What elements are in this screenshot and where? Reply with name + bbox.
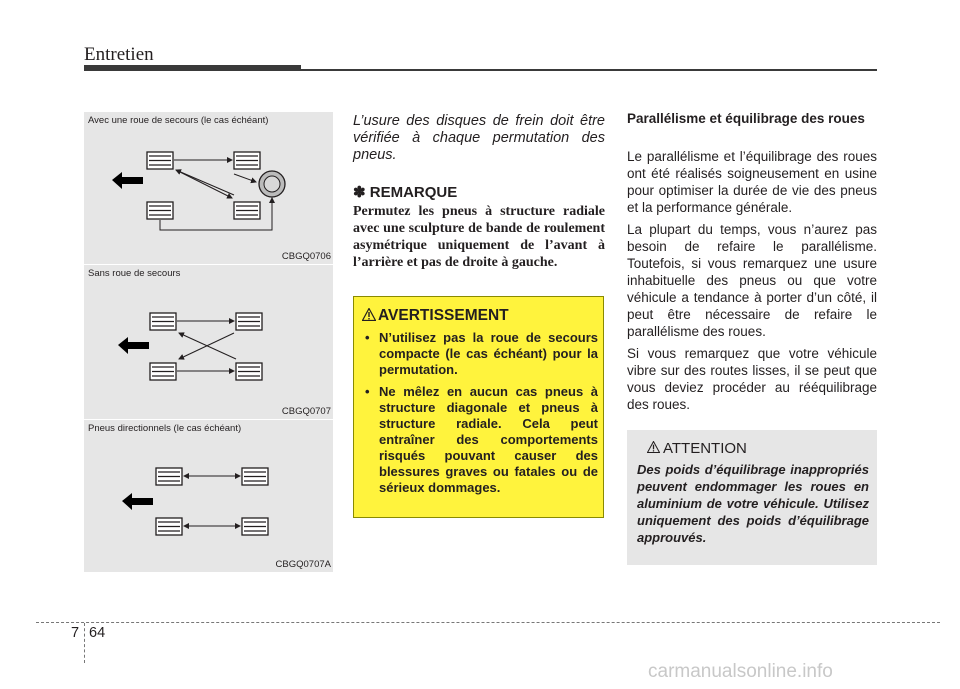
figure-caption: Sans roue de secours — [88, 268, 181, 279]
rotation-diagram-with-spare — [84, 112, 333, 264]
arrow-left-icon — [122, 493, 153, 510]
tire-icon — [156, 518, 182, 535]
attention-body: Des poids d’équilibrage inappropriés peuvent endommager les roues en aluminium de votre véhicule. Utilisez uniquement des poids d’équilibrage approuvés. — [637, 462, 869, 545]
warning-triangle-icon — [647, 441, 660, 453]
header-bar — [84, 65, 301, 71]
warning-title: AVERTISSEMENT — [378, 307, 509, 324]
warning-box — [353, 296, 604, 518]
figure-rotation-directional — [84, 420, 333, 572]
figure-rotation-without-spare — [84, 265, 333, 419]
warning-item-text: Ne mêlez en aucun cas pneus à structure diagonale et pneus à structure radiale. Cela peut entraîner des comportements risqués pouvant causer des blessures graves ou fatales ou de sérieux dommages. — [379, 384, 598, 495]
attention-box — [627, 430, 877, 565]
footer-rule — [36, 622, 940, 623]
warning-triangle-icon — [362, 308, 376, 321]
tire-icon — [147, 202, 173, 219]
page-header-title: Entretien — [84, 44, 154, 65]
watermark: carmanualsonline.info — [648, 661, 833, 682]
tire-icon — [242, 468, 268, 485]
arrow-left-icon — [118, 337, 149, 354]
remark-body: Permutez les pneus à structure radiale avec une sculpture de bande de roulement asymétrique uniquement de l’avant à l’arrière et pas de droite à gauche. — [353, 204, 605, 270]
tire-icon — [150, 363, 176, 380]
figure-code: CBGQ0707 — [281, 406, 331, 417]
rotation-diagram-without-spare — [84, 265, 333, 419]
tire-icon — [236, 313, 262, 330]
list-item: • N’utilisez pas la roue de secours compacte (le cas échéant) pour la permutation. — [365, 330, 598, 377]
footer-divider — [84, 623, 85, 663]
tire-icon — [147, 152, 173, 169]
arrow-left-icon — [112, 172, 143, 189]
brake-disc-note: L’usure des disques de frein doit être vérifiée à chaque permutation des pneus. — [353, 113, 605, 163]
warning-item-text: N’utilisez pas la roue de secours compacte (le cas échéant) pour la permutation. — [379, 330, 598, 377]
figure-caption: Avec une roue de secours (le cas échéant) — [88, 115, 269, 126]
paragraph: La plupart du temps, vous n’aurez pas besoin de refaire le parallélisme. Toutefois, si vous remarquez une usure inhabituelle des pneus ou que votre véhicule a tendance à porter d’un côté, il peut être nécessaire de refaire le parallélisme des roues. — [627, 222, 877, 339]
paragraph: Si vous remarquez que votre véhicule vibre sur des routes lisses, il se peut que vous deviez procéder au rééquilibrage des roues. — [627, 346, 877, 412]
figure-rotation-with-spare — [84, 112, 333, 264]
tire-icon — [156, 468, 182, 485]
tire-icon — [150, 313, 176, 330]
header-rule — [301, 69, 877, 71]
figure-code: CBGQ0706 — [281, 251, 331, 262]
warning-list — [365, 330, 598, 502]
remark-title: ✽ REMARQUE — [353, 184, 458, 201]
page-number: 64 — [89, 625, 106, 641]
tire-icon — [242, 518, 268, 535]
figure-caption: Pneus directionnels (le cas échéant) — [88, 423, 242, 434]
rotation-diagram-directional — [84, 420, 333, 572]
attention-title: ATTENTION — [663, 440, 747, 457]
section-title: Parallélisme et équilibrage des roues — [627, 111, 865, 126]
paragraph: Le parallélisme et l’équilibrage des roues ont été réalisés soigneusement en usine pour optimiser la durée de vie des pneus et la performance générale. — [627, 149, 877, 215]
figure-code: CBGQ0707A — [275, 559, 331, 570]
tire-icon — [236, 363, 262, 380]
spare-wheel-icon — [259, 171, 285, 197]
list-item: • Ne mêlez en aucun cas pneus à structure diagonale et pneus à structure radiale. Cela peut entraîner des comportements risqués pouvant causer des blessures graves ou fatales ou de sérieux dommages. — [365, 384, 598, 495]
tire-icon — [234, 202, 260, 219]
chapter-number: 7 — [71, 625, 80, 641]
tire-icon — [234, 152, 260, 169]
alignment-text — [627, 148, 877, 413]
